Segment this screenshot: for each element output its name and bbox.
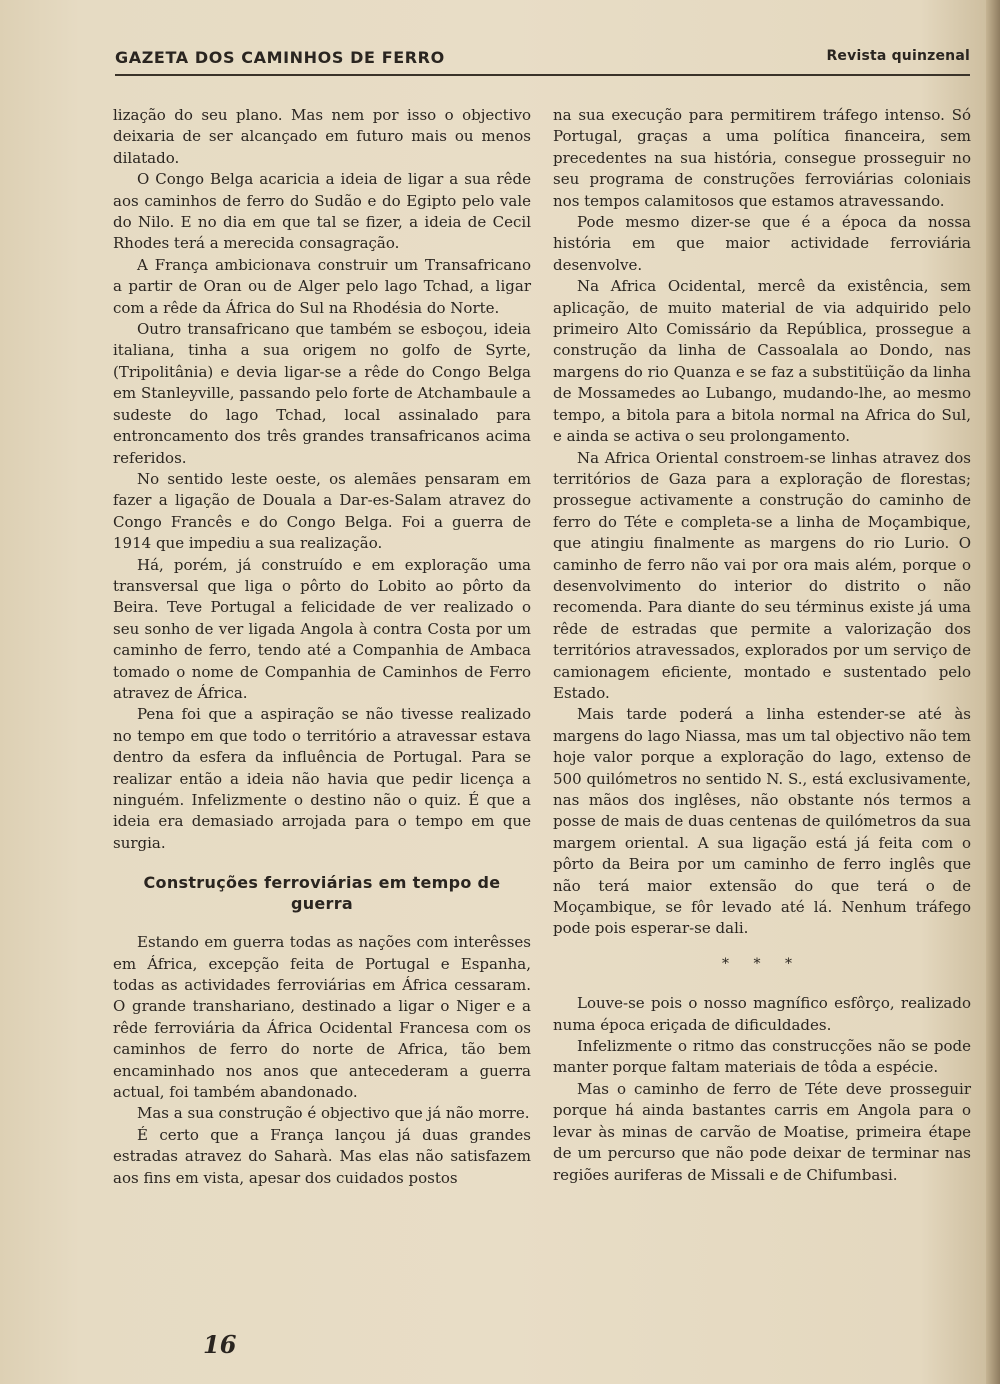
section-heading: Construções ferroviárias em tempo de guerra	[143, 873, 501, 914]
left-column	[113, 105, 531, 1189]
page-number: 16	[203, 1330, 237, 1359]
right-column	[553, 105, 971, 1186]
paragraph: Na Africa Oriental constroem-se linhas atravez dos territórios de Gaza para a exploração de florestas; prossegue activamente a construção do caminho de ferro do Téte e completa-se a linha de Moçambique, que atingiu finalmente as margens do rio Lurio. O caminho de ferro não vai por ora mais além, porque o desenvolvimento do interior do distrito o não recomenda. Para diante do seu términus existe já uma rêde de estradas que permite a valorização dos territórios atravessados, explorados por um serviço de camionagem eficiente, montado e sustentado pelo Estado.	[553, 448, 971, 702]
paragraph: Estando em guerra todas as nações com interêsses em África, excepção feita de Portugal e Espanha, todas as actividades ferroviárias em África cessaram. O grande transhariano, destinado a ligar o Niger e a rêde ferroviária da África Ocidental Francesa com os caminhos de ferro do norte de Africa, tão bem encaminhado nos anos que antecederam a guerra actual, foi também abandonado.	[113, 933, 531, 1102]
paragraph: na sua execução para permitirem tráfego intenso. Só Portugal, graças a uma política financeira, sem precedentes na sua história, consegue prosseguir no seu programa de construções ferroviárias coloniais nos tempos calamitosos que estamos atravessando.	[553, 106, 971, 210]
journal-frequency: Revista quinzenal	[826, 48, 970, 64]
section-separator: * * *	[722, 955, 802, 972]
page-spine-edge	[986, 0, 1000, 1384]
paragraph: Infelizmente o ritmo das construcções não se pode manter porque faltam materiais de tôda a espécie.	[553, 1037, 971, 1077]
paragraph: É certo que a França lançou já duas grandes estradas atravez do Saharà. Mas elas não satisfazem aos fins em vista, apesar dos cuidados postos	[113, 1125, 531, 1187]
paragraph: A França ambicionava construir um Transafricano a partir de Oran ou de Alger pelo lago Tchad, a ligar com a rêde da África do Sul na Rhodésia do Norte.	[113, 255, 531, 317]
paragraph: No sentido leste oeste, os alemães pensaram em fazer a ligação de Douala a Dar-es-Salam atravez do Congo Francês e do Congo Belga. Foi a guerra de 1914 que impediu a sua realização.	[113, 469, 531, 553]
paragraph: Na Africa Ocidental, mercê da existência, sem aplicação, de muito material de via adquirido pelo primeiro Alto Comissário da República, prossegue a construção da linha de Cassoalala ao Dondo, nas margens do rio Quanza e se faz a substitüição da linha de Mossamedes ao Lubango, mudando-lhe, ao mesmo tempo, a bitola para a bitola normal na Africa do Sul, e ainda se activa o seu prolongamento.	[553, 277, 971, 446]
paragraph: Louve-se pois o nosso magnífico esfôrço, realizado numa época eriçada de dificuldades.	[553, 994, 971, 1034]
running-header	[115, 48, 970, 76]
paragraph: Pena foi que a aspiração se não tivesse realizado no tempo em que todo o território a atravessar estava dentro da esfera da influência de Portugal. Para se realizar então a ideia não havia que pedir licença a ninguém. Infelizmente o destino não o quiz. É que a ideia era demasiado arrojada para o tempo em que surgia.	[113, 705, 531, 852]
paragraph: lização do seu plano. Mas nem por isso o objectivo deixaria de ser alcançado em futuro mais ou menos dilatado.	[113, 106, 531, 167]
paragraph: Outro transafricano que também se esboçou, ideia italiana, tinha a sua origem no golfo de Syrte, (Tripolitânia) e devia ligar-se a rêde do Congo Belga em Stanleyville, passando pelo forte de Atchambaule a sudeste do lago Tchad, local assinalado para entroncamento dos três grandes transafricanos acima referidos.	[113, 320, 531, 467]
paragraph: Mas a sua construção é objectivo que já não morre.	[137, 1104, 530, 1123]
paragraph: Mais tarde poderá a linha estender-se até às margens do lago Niassa, mas um tal objectivo não tem hoje valor porque a exploração do lago, extenso de 500 quilómetros no sentido N. S., está exclusivamente, nas mãos dos inglêses, não obstante nós termos a posse de mais de duas centenas de quilómetros da sua margem oriental. A sua ligação está já feita com o pôrto da Beira por um caminho de ferro inglês que não terá maior extensão do que terá o de Moçambique, se fôr levado até lá. Nenhum tráfego pode pois esperar-se dali.	[553, 705, 971, 938]
journal-title: GAZETA DOS CAMINHOS DE FERRO	[115, 48, 445, 67]
paragraph: Mas o caminho de ferro de Téte deve prosseguir porque há ainda bastantes carris em Angola para o levar às minas de carvão de Moatise, primeira étape de um percurso que não pode deixar de terminar nas regiões auriferas de Missali e de Chifumbasi.	[553, 1079, 971, 1184]
paragraph: Há, porém, já construído e em exploração uma transversal que liga o pôrto do Lobito ao pôrto da Beira. Teve Portugal a felicidade de ver realizado o seu sonho de ver ligada Angola à contra Costa por um caminho de ferro, tendo até a Companhia de Ambaca tomado o nome de Companhia de Caminhos de Ferro atravez de África.	[113, 555, 531, 702]
paragraph: O Congo Belga acaricia a ideia de ligar a sua rêde aos caminhos de ferro do Sudão e do Egipto pelo vale do Nilo. E no dia em que tal se fizer, a ideia de Cecil Rhodes terá a merecida consagração.	[113, 170, 531, 253]
paragraph: Pode mesmo dizer-se que é a época da nossa história em que maior actividade ferroviária desenvolve.	[553, 213, 971, 274]
